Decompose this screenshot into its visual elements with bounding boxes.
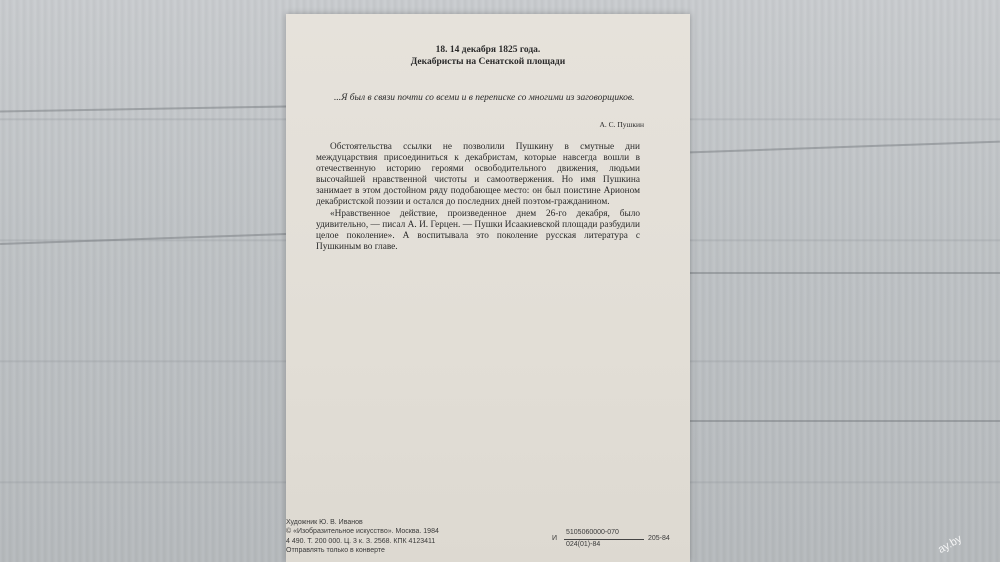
code-fraction-line	[564, 539, 644, 540]
imprint-publisher: © «Изобразительное искусство». Москва. 1984	[286, 528, 439, 536]
imprint	[286, 518, 546, 556]
imprint-mailing-note: Отправлять только в конверте	[286, 547, 385, 555]
plank-seam	[690, 141, 1000, 154]
card-title-line2: Декабристы на Сенатской площади	[410, 57, 566, 67]
paragraph: «Нравственное действие, произведенное днем 26-го декабря, было удивительно, — писал А. И. Герцен. — Пушки Исаакиевской площади разбудили целое поколение». А воспитывала это поколение русская литература с Пушкиным во главе.	[316, 208, 640, 252]
epigraph-attribution: А. С. Пушкин	[599, 120, 644, 129]
plank-seam	[690, 272, 1000, 274]
card-title-line1: 18. 14 декабря 1825 года.	[435, 45, 541, 55]
publication-code	[552, 529, 702, 555]
plank-seam	[690, 420, 1000, 422]
plank-seam	[0, 106, 286, 113]
code-prefix: И	[552, 535, 558, 542]
epigraph: ...Я был в связи почти со всеми и в переписке со многими из заговорщиков.	[334, 93, 635, 103]
code-denominator: 024(01)-84	[566, 541, 601, 548]
paragraph: Обстоятельства ссылки не позволили Пушкину в смутные дни междуцарствия присоединиться к декабристам, которые навсегда вошли в отечественную историю героями освободительного движения, людьми высочайшей нравственной чистоты и самоотвержения. Но имя Пушкина занимает в этом достойном ряду подобающее место: он был поистине Арионом декабристской поэзии и остался до последних дней поэтом-гражданином.	[316, 142, 640, 208]
code-suffix: 205-84	[648, 535, 670, 542]
plank-seam	[0, 233, 286, 245]
imprint-print-data: 4 490. Т. 200 000. Ц. 3 к. З. 2568. КПК 4123411	[286, 537, 436, 545]
body-text	[316, 142, 640, 253]
postcard-back	[286, 14, 690, 562]
imprint-artist: Художник Ю. В. Иванов	[286, 519, 363, 526]
site-watermark: ay.by	[936, 532, 965, 556]
code-numerator: 5105060000-070	[566, 529, 619, 536]
